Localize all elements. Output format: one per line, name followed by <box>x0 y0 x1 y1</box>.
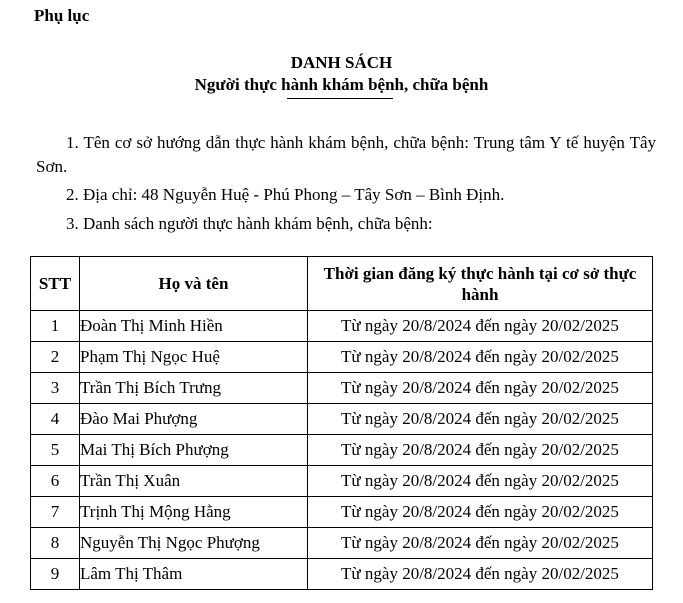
header-time: Thời gian đăng ký thực hành tại cơ sở thực hành <box>308 257 653 311</box>
row-name: Trần Thị Bích Trưng <box>80 373 308 404</box>
row-stt: 7 <box>31 497 80 528</box>
row-stt: 4 <box>31 404 80 435</box>
row-stt: 1 <box>31 311 80 342</box>
row-name: Trịnh Thị Mộng Hằng <box>80 497 308 528</box>
row-time: Từ ngày 20/8/2024 đến ngày 20/02/2025 <box>308 342 653 373</box>
practitioner-table <box>30 256 653 590</box>
row-time: Từ ngày 20/8/2024 đến ngày 20/02/2025 <box>308 404 653 435</box>
table-row <box>31 435 653 466</box>
header-name: Họ và tên <box>80 257 308 311</box>
row-time: Từ ngày 20/8/2024 đến ngày 20/02/2025 <box>308 435 653 466</box>
row-stt: 2 <box>31 342 80 373</box>
table-row <box>31 373 653 404</box>
subtitle-underline <box>287 98 393 99</box>
row-time: Từ ngày 20/8/2024 đến ngày 20/02/2025 <box>308 466 653 497</box>
row-name: Lâm Thị Thâm <box>80 559 308 590</box>
row-stt: 6 <box>31 466 80 497</box>
table-row <box>31 497 653 528</box>
row-time: Từ ngày 20/8/2024 đến ngày 20/02/2025 <box>308 497 653 528</box>
table-row <box>31 342 653 373</box>
row-stt: 9 <box>31 559 80 590</box>
row-name: Phạm Thị Ngọc Huệ <box>80 342 308 373</box>
facility-line: 1. Tên cơ sở hướng dẫn thực hành khám bệnh, chữa bệnh: Trung tâm Y tế huyện Tây Sơn. <box>36 133 656 176</box>
row-stt: 3 <box>31 373 80 404</box>
address-line: 2. Địa chỉ: 48 Nguyễn Huệ - Phú Phong – Tây Sơn – Bình Định. <box>66 185 505 204</box>
document-subtitle: Người thực hành khám bệnh, chữa bệnh <box>194 75 489 94</box>
row-time: Từ ngày 20/8/2024 đến ngày 20/02/2025 <box>308 311 653 342</box>
table-header-row <box>31 257 653 311</box>
row-name: Nguyễn Thị Ngọc Phượng <box>80 528 308 559</box>
row-time: Từ ngày 20/8/2024 đến ngày 20/02/2025 <box>308 373 653 404</box>
table-row <box>31 559 653 590</box>
list-heading: 3. Danh sách người thực hành khám bệnh, chữa bệnh: <box>66 214 433 233</box>
row-time: Từ ngày 20/8/2024 đến ngày 20/02/2025 <box>308 528 653 559</box>
appendix-label: Phụ lục <box>34 6 90 25</box>
table-row <box>31 404 653 435</box>
row-stt: 5 <box>31 435 80 466</box>
row-name: Mai Thị Bích Phượng <box>80 435 308 466</box>
document-title: DANH SÁCH <box>290 53 393 72</box>
header-stt: STT <box>31 257 80 311</box>
table-row <box>31 311 653 342</box>
table-row <box>31 466 653 497</box>
table-row <box>31 528 653 559</box>
row-name: Trần Thị Xuân <box>80 466 308 497</box>
row-name: Đoàn Thị Minh Hiền <box>80 311 308 342</box>
row-time: Từ ngày 20/8/2024 đến ngày 20/02/2025 <box>308 559 653 590</box>
row-stt: 8 <box>31 528 80 559</box>
row-name: Đào Mai Phượng <box>80 404 308 435</box>
